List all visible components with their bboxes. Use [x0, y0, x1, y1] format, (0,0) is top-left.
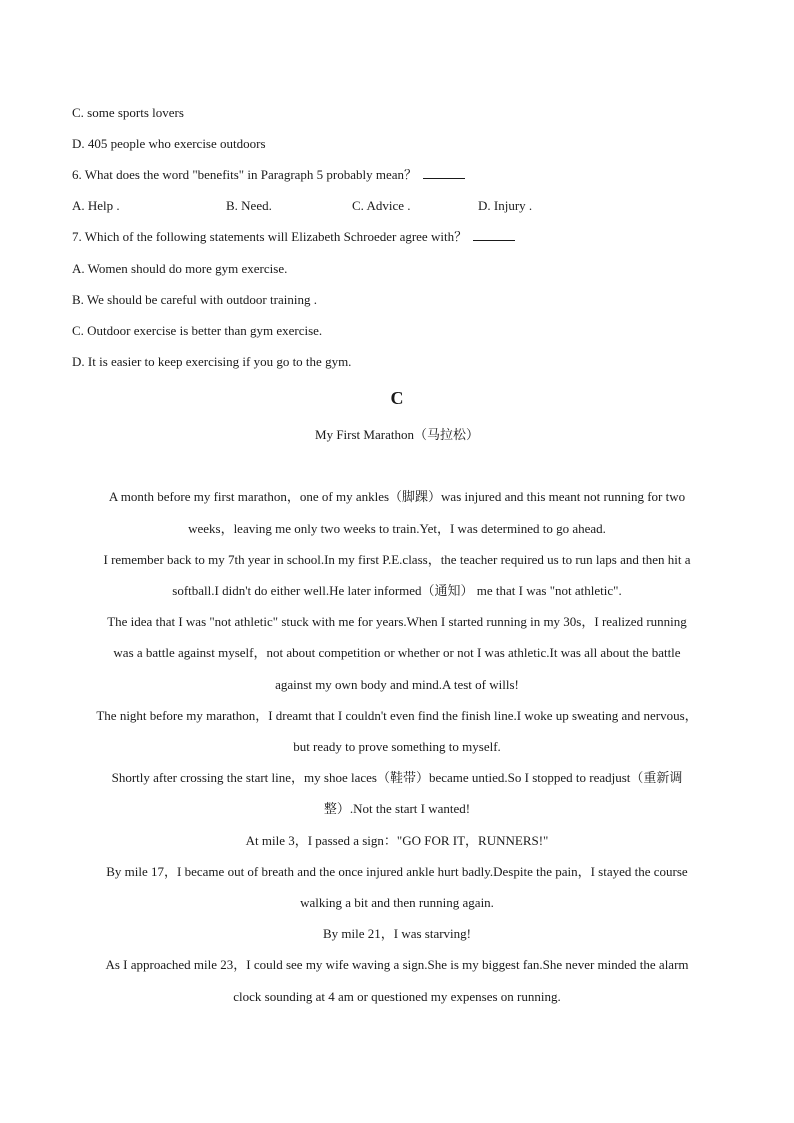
q7-option-c: C. Outdoor exercise is better than gym exercise.	[72, 323, 323, 338]
q5-option-c: C. some sports lovers	[72, 105, 184, 120]
q6-option-c: C. Advice .	[352, 198, 411, 213]
passage-line: but ready to prove something to myself.	[293, 739, 501, 754]
q6-option-b: B. Need.	[226, 198, 272, 213]
passage-line: walking a bit and then running again.	[300, 895, 494, 910]
passage-line: clock sounding at 4 am or questioned my expenses on running.	[233, 989, 561, 1004]
passage-line: against my own body and mind.A test of wills!	[275, 677, 519, 692]
q6-options	[0, 198, 794, 214]
q7-option-d: D. It is easier to keep exercising if you go to the gym.	[72, 354, 352, 369]
passage-line: The night before my marathon，I dreamt that I couldn't even find the finish line.I woke up sweating and nervous，	[96, 708, 698, 723]
passage-line: softball.I didn't do either well.He later informed（通知） me that I was "not athletic".	[172, 583, 622, 598]
passage-line: was a battle against myself，not about competition or whether or not I was athletic.It was all about the battle	[113, 645, 681, 660]
q6-option-d: D. Injury .	[478, 198, 533, 213]
passage-line: A month before my first marathon，one of my ankles（脚踝）was injured and this meant not running for two	[108, 489, 686, 504]
passage-line: The idea that I was "not athletic" stuck with me for years.When I started running in my 30s，I realized running	[107, 614, 687, 629]
section-letter: C	[390, 388, 404, 408]
passage-line: As I approached mile 23，I could see my wife waving a sign.She is my biggest fan.She never minded the alarm	[105, 957, 689, 972]
q6-question	[72, 167, 465, 183]
passage-title: My First Marathon（马拉松）	[315, 427, 479, 442]
q7-question-text: 7. Which of the following statements will Elizabeth Schroeder agree with？	[72, 229, 468, 244]
passage-line: By mile 21，I was starving!	[322, 926, 472, 941]
q6-question-text: 6. What does the word "benefits" in Paragraph 5 probably mean？	[72, 167, 418, 182]
q7-option-b: B. We should be careful with outdoor training .	[72, 292, 317, 307]
passage-line: weeks，leaving me only two weeks to train.Yet，I was determined to go ahead.	[188, 521, 606, 536]
passage-line: By mile 17，I became out of breath and the once injured ankle hurt badly.Despite the pain，I stayed the course	[106, 864, 688, 879]
passage-line: 整）.Not the start I wanted!	[323, 801, 471, 816]
q6-option-a: A. Help .	[72, 198, 120, 213]
q7-option-a: A. Women should do more gym exercise.	[72, 261, 288, 276]
q5-option-d: D. 405 people who exercise outdoors	[72, 136, 266, 151]
q7-question	[72, 229, 515, 245]
passage-line: Shortly after crossing the start line，my shoe laces（鞋带）became untied.So I stopped to readjust（重新调	[111, 770, 683, 785]
q6-answer-blank[interactable]	[423, 167, 465, 179]
q7-answer-blank[interactable]	[473, 229, 515, 241]
passage-line: I remember back to my 7th year in school.In my first P.E.class，the teacher required us to run laps and then hit a	[103, 552, 691, 567]
passage-line: At mile 3，I passed a sign："GO FOR IT，RUNNERS!"	[245, 833, 549, 848]
